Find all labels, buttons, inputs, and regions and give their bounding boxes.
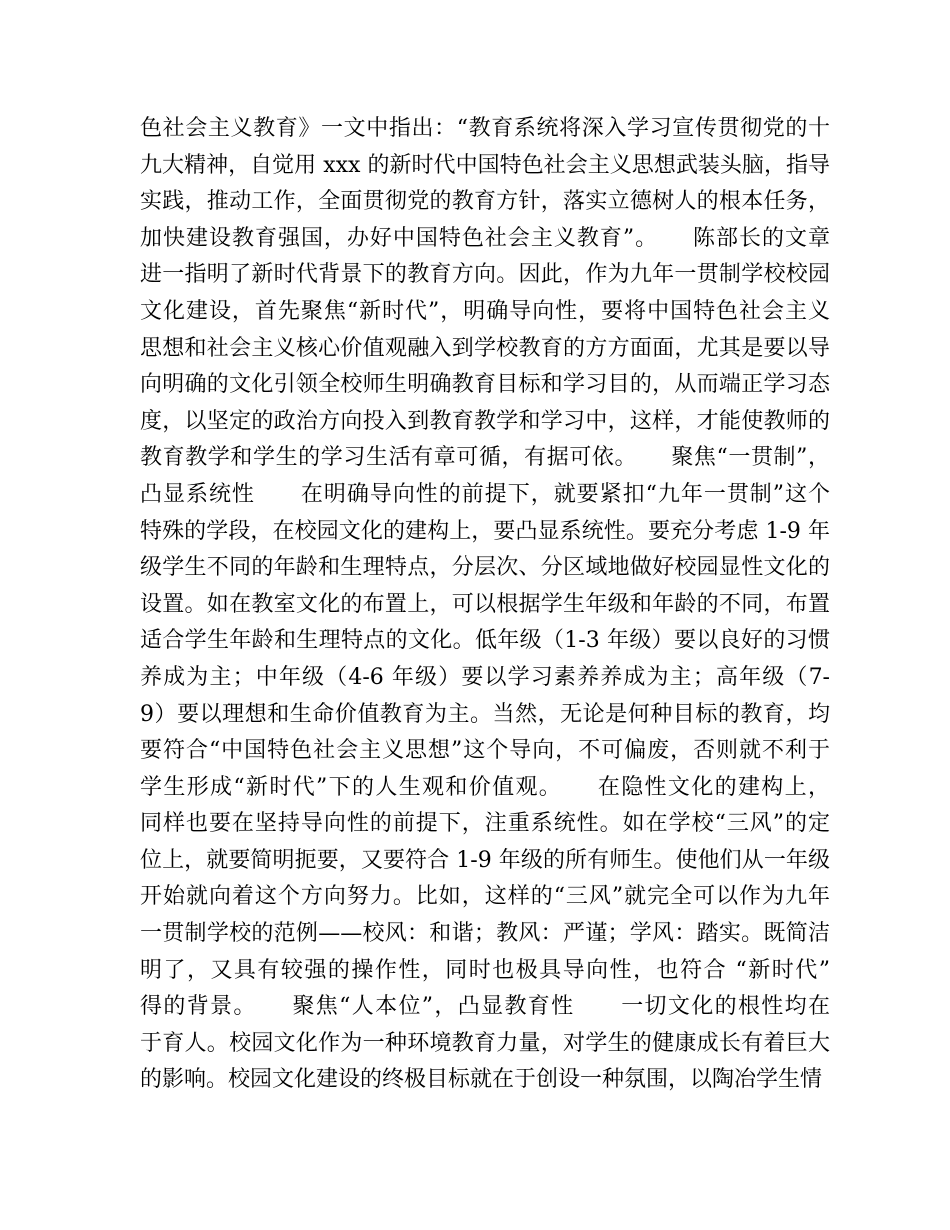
text-line: 明了，又具有较强的操作性，同时也极具导向性，也符合 “新时代” [140, 957, 830, 983]
text-line: 于育人。校园文化作为一种环境教育力量，对学生的健康成长有着巨大 [140, 1030, 830, 1056]
text-line: 思想和社会主义核心价值观融入到学校教育的方方面面，尤其是要以导 [140, 335, 830, 361]
text-line: 位上，就要简明扼要，又要符合 1-9 年级的所有师生。使他们从一年级 [140, 847, 830, 873]
text-line: 色社会主义教育》一文中指出：“教育系统将深入学习宣传贯彻党的十 [140, 116, 830, 141]
text-line: 开始就向着这个方向努力。比如，这样的“三风”就完全可以作为九年 [140, 884, 830, 910]
text-line: 实践，推动工作，全面贯彻党的教育方针，落实立德树人的根本任务， [140, 189, 830, 215]
text-line: 得的背景。 聚焦“人本位”，凸显教育性 一切文化的根性均在 [140, 994, 830, 1020]
text-line: 文化建设，首先聚焦“新时代”，明确导向性，要将中国特色社会主义 [140, 298, 830, 324]
text-line: 教育教学和学生的学习生活有章可循，有据可依。 聚焦“一贯制”， [140, 445, 830, 471]
text-line: 特殊的学段，在校园文化的建构上，要凸显系统性。要充分考虑 1-9 年 [140, 518, 830, 544]
text-line: 级学生不同的年龄和生理特点，分层次、分区域地做好校园显性文化的 [140, 555, 830, 581]
body-text [140, 111, 830, 1099]
text-line: 的影响。校园文化建设的终极目标就在于创设一种氛围，以陶冶学生情 [140, 1067, 823, 1093]
text-line: 度，以坚定的政治方向投入到教育教学和学习中，这样，才能使教师的 [140, 408, 830, 434]
text-line: 养成为主；中年级（4-6 年级）要以学习素养养成为主；高年级（7- [140, 664, 830, 690]
text-line: 向明确的文化引领全校师生明确教育目标和学习目的，从而端正学习态 [140, 372, 830, 398]
text-line: 9）要以理想和生命价值教育为主。当然，无论是何种目标的教育，均 [140, 701, 830, 727]
text-line: 进一指明了新时代背景下的教育方向。因此，作为九年一贯制学校校园 [140, 262, 830, 288]
text-line: 凸显系统性 在明确导向性的前提下，就要紧扣“九年一贯制”这个 [140, 481, 830, 507]
text-line: 九大精神，自觉用 xxx 的新时代中国特色社会主义思想武装头脑，指导 [140, 152, 830, 178]
text-line: 同样也要在坚持导向性的前提下，注重系统性。如在学校“三风”的定 [140, 811, 830, 837]
text-line: 学生形成“新时代”下的人生观和价值观。 在隐性文化的建构上， [140, 774, 830, 800]
text-line: 要符合“中国特色社会主义思想”这个导向，不可偏废，否则就不利于 [140, 738, 830, 764]
text-line: 设置。如在教室文化的布置上，可以根据学生年级和年龄的不同，布置 [140, 591, 830, 617]
text-line: 加快建设教育强国，办好中国特色社会主义教育”。 陈部长的文章 [140, 225, 830, 251]
text-line: 适合学生年龄和生理特点的文化。低年级（1-3 年级）要以良好的习惯 [140, 628, 830, 654]
text-line: 一贯制学校的范例——校风：和谐；教风：严谨；学风：踏实。既简洁 [140, 921, 830, 947]
